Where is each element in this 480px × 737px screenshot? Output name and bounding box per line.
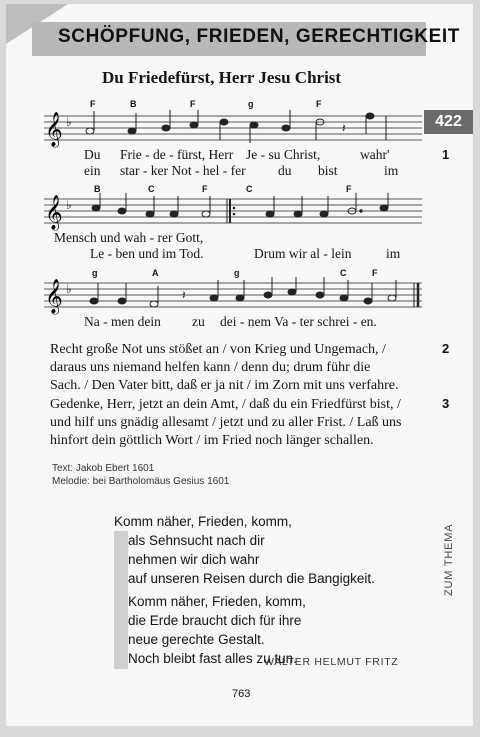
lyric-syllable: dei - nem Va - ter schrei - en.	[220, 314, 377, 329]
lyric-syllable: im	[386, 246, 401, 261]
poem-line: Komm näher, Frieden, komm,	[114, 514, 292, 529]
poem-block	[114, 512, 375, 668]
text-credit: Text: Jakob Ebert 1601	[52, 463, 155, 474]
music-staff-2	[44, 193, 426, 233]
svg-text:♭: ♭	[66, 115, 72, 129]
lyric-syllable: Du	[84, 147, 101, 162]
poem-line: Komm näher, Frieden, komm,	[128, 594, 306, 609]
poem-line: neue gerechte Gestalt.	[128, 632, 265, 647]
svg-text:♭: ♭	[66, 282, 72, 296]
lyric-syllable: ein	[84, 163, 101, 178]
hymnal-page	[6, 4, 473, 726]
verse-line: und hilf uns gnädig allesamt / jetzt und zu aller Frist. / Laß uns	[50, 415, 402, 430]
section-title: SCHÖPFUNG, FRIEDEN, GERECHTIGKEIT	[58, 26, 460, 47]
lyric-syllable: wahr'	[360, 147, 390, 162]
lyric-syllable: du	[278, 163, 292, 178]
lyric-syllable: Frie - de - fürst, Herr	[120, 147, 234, 162]
lyric-syllable: Mensch und wah - rer Gott,	[54, 230, 204, 245]
chord: F	[90, 99, 96, 109]
verse-number: 2	[442, 341, 450, 356]
chord: F	[372, 268, 378, 278]
verse-line: hinfort dein göttlich Wort / im Fried noch länger schallen.	[50, 433, 374, 448]
chord: g	[234, 268, 240, 278]
chord: C	[148, 184, 155, 194]
chord: A	[152, 268, 159, 278]
chord: B	[130, 99, 137, 109]
svg-text:𝄞: 𝄞	[45, 195, 63, 230]
verse-3	[50, 396, 422, 450]
poem-line: als Sehnsucht nach dir	[128, 533, 265, 548]
verse-line: Gedenke, Herr, jetzt an dein Amt, / daß du ein Friedfürst bist, /	[50, 397, 401, 412]
song-number-badge: 422	[424, 110, 473, 134]
verse-line: Recht große Not uns stößet an / von Krieg und Ungemach, /	[50, 342, 386, 357]
svg-text:♭: ♭	[66, 198, 72, 212]
lyric-syllable: Na - men dein	[84, 314, 161, 329]
poem-line: die Erde braucht dich für ihre	[128, 613, 302, 628]
melody-credit: Melodie: bei Bartholomäus Gesius 1601	[52, 476, 230, 487]
svg-text:𝄽: 𝄽	[182, 288, 186, 302]
svg-text:𝄽: 𝄽	[342, 121, 346, 135]
lyric-syllable: star - ker Not - hel - fer	[120, 163, 246, 178]
lyric-syllable: Je - su Christ,	[246, 147, 321, 162]
lyric-syllable: Drum wir al - lein	[254, 246, 352, 261]
verse-line: daraus uns niemand helfen kann / denn du; drum führ die	[50, 360, 371, 375]
chord: F	[346, 184, 352, 194]
lyric-syllable: zu	[192, 314, 205, 329]
song-title: Du Friedefürst, Herr Jesu Christ	[102, 68, 342, 87]
page-number: 763	[232, 688, 251, 700]
chord: F	[190, 99, 196, 109]
chord: F	[202, 184, 208, 194]
chord: C	[340, 268, 347, 278]
verse-number: 3	[442, 396, 450, 411]
poem-line: nehmen wir dich wahr	[128, 552, 260, 567]
verse-line: Sach. / Den Vater bitt, daß er ja nit / im Zorn mit uns verfahre.	[50, 378, 399, 393]
svg-text:𝄞: 𝄞	[45, 112, 63, 147]
chord: B	[94, 184, 101, 194]
poem-line: auf unseren Reisen durch die Bangigkeit.	[128, 571, 375, 586]
music-staff-3	[44, 277, 426, 317]
music-staff-1	[44, 110, 426, 150]
side-label: ZUM THEMA	[443, 523, 455, 596]
chord: F	[316, 99, 322, 109]
chord: C	[246, 184, 253, 194]
svg-text:𝄞: 𝄞	[45, 279, 63, 314]
verse-2	[50, 341, 422, 395]
poem-line: Noch bleibt fast alles zu tun.	[128, 651, 297, 666]
chord: g	[92, 268, 98, 278]
chord: g	[248, 99, 254, 109]
poem-author: WALTER HELMUT FRITZ	[264, 656, 399, 668]
lyric-syllable: Le - ben und im Tod.	[90, 246, 204, 261]
lyric-syllable: bist	[318, 163, 338, 178]
verse-number: 1	[442, 147, 450, 162]
lyric-syllable: im	[384, 163, 399, 178]
